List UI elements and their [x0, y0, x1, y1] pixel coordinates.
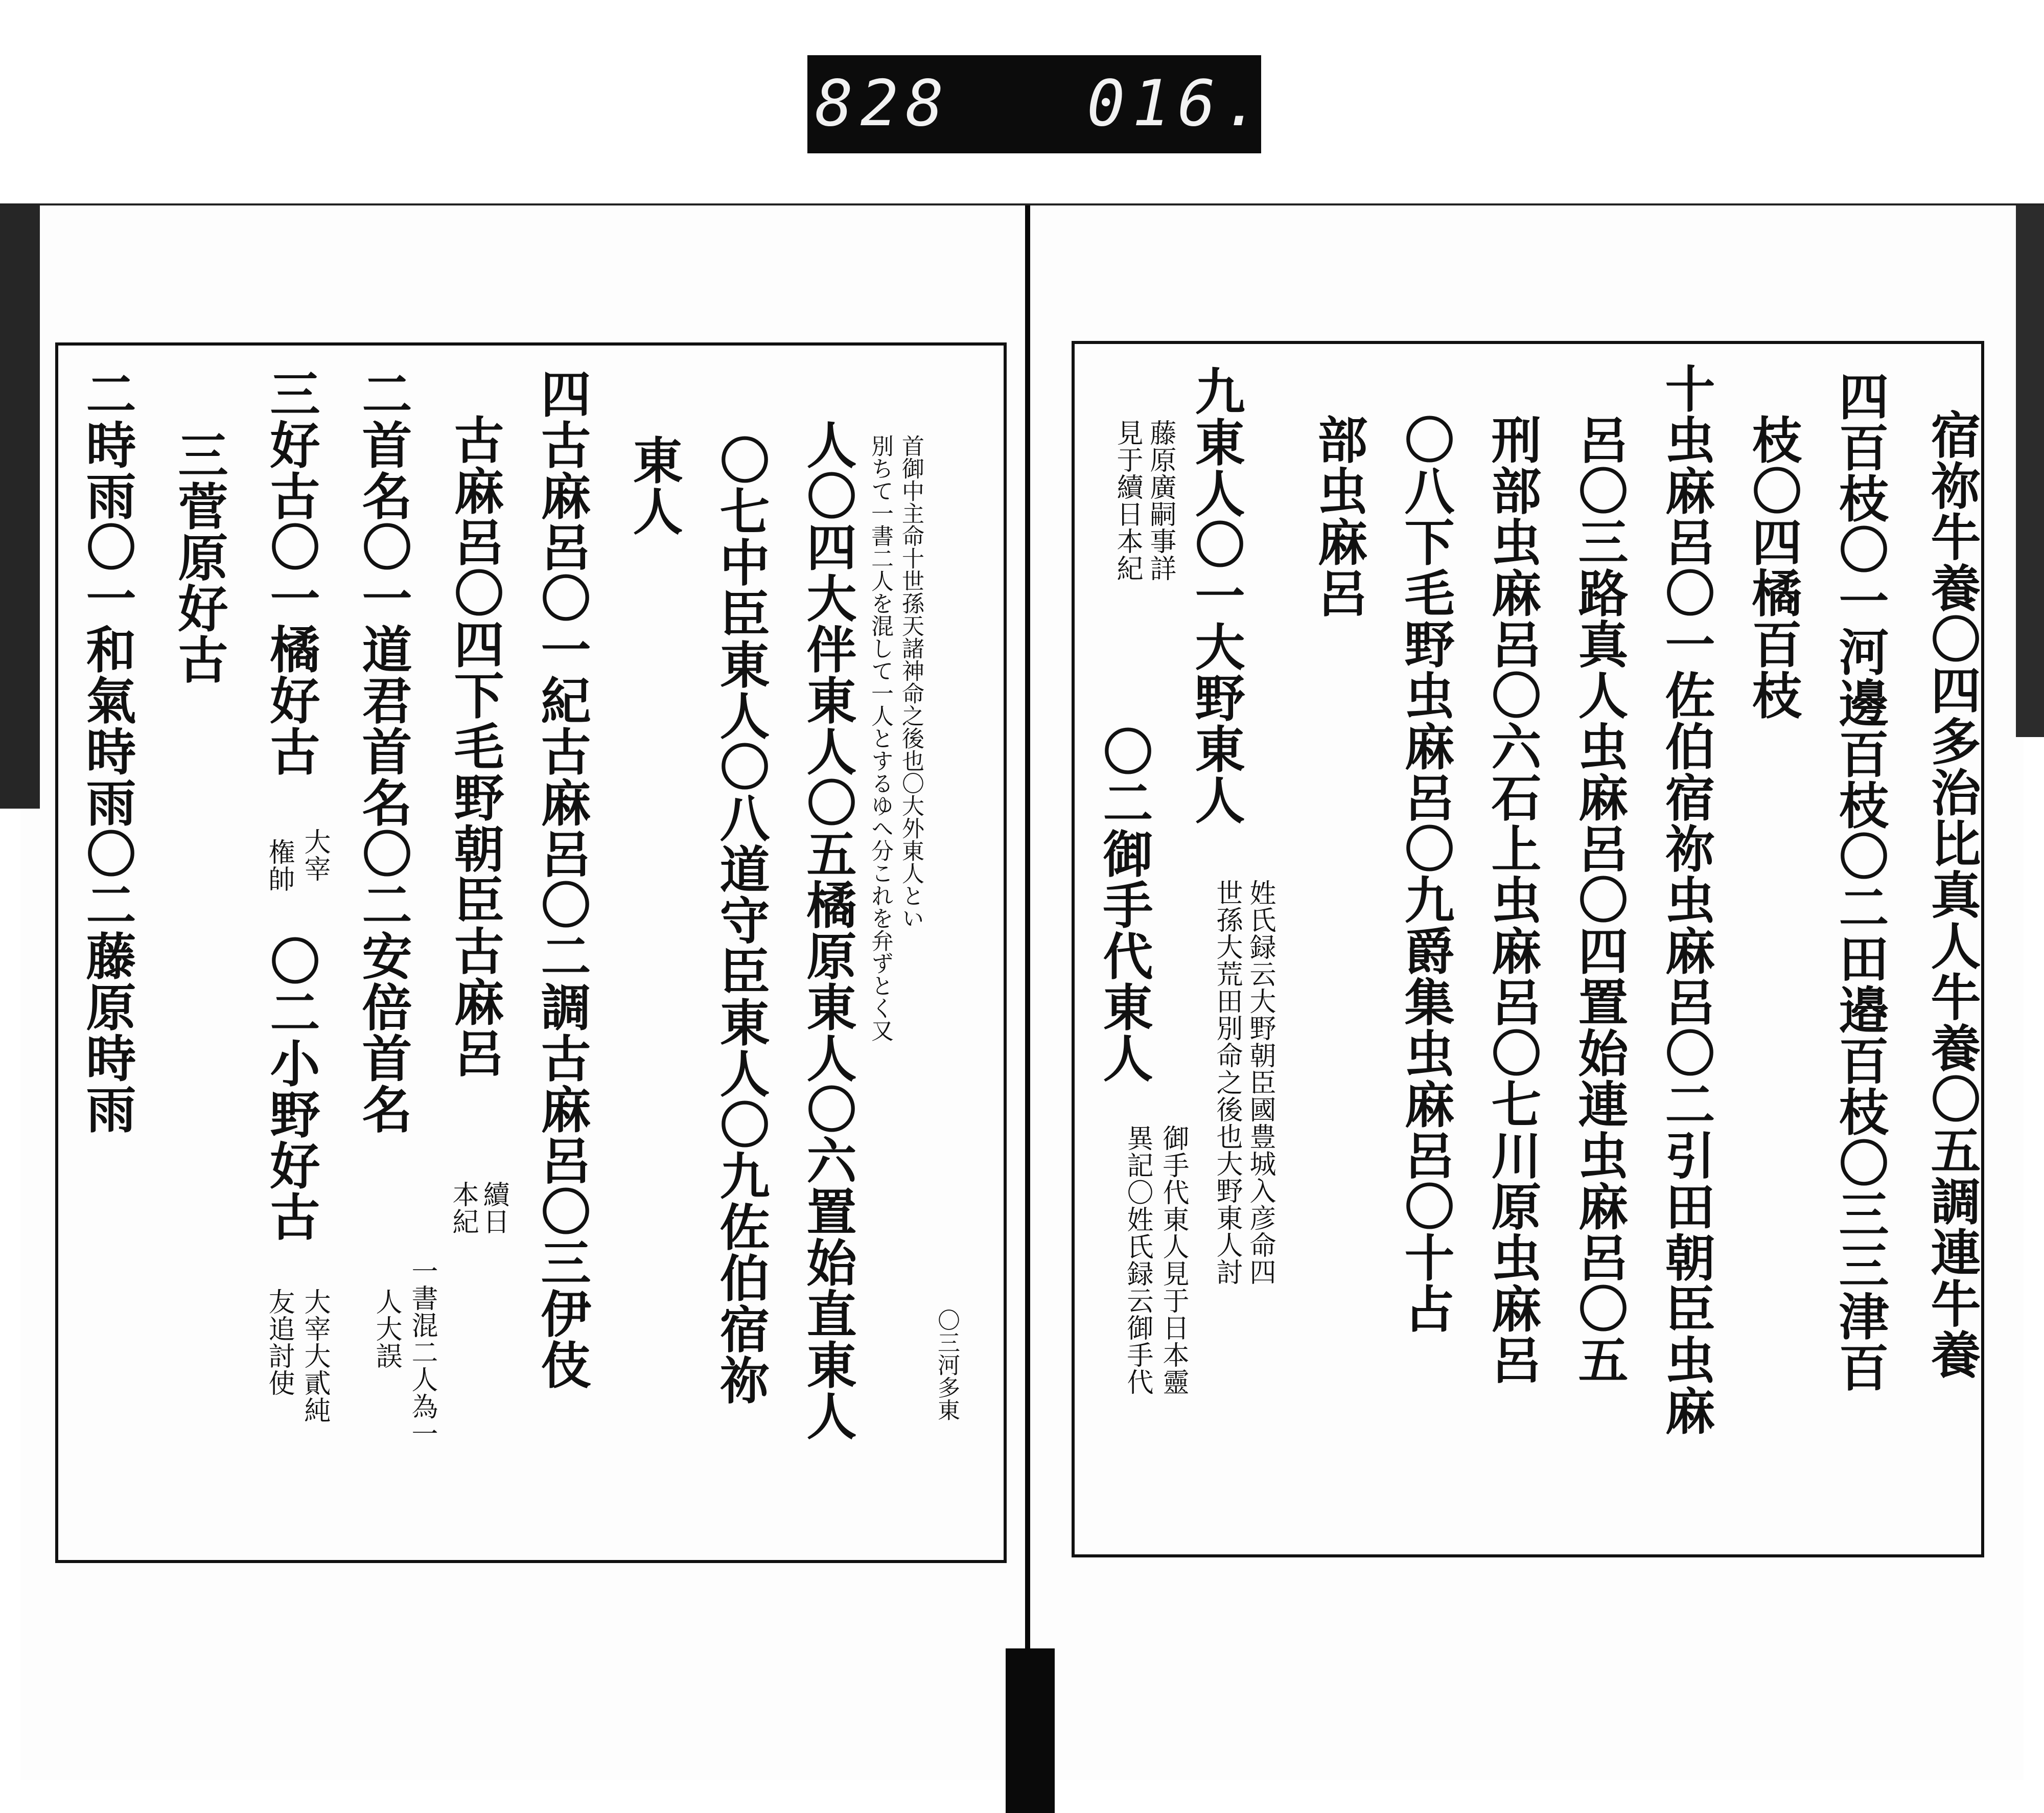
- right-col-1: 宿祢牛養〇四多治比真人牛養〇五調連牛養: [1922, 409, 1981, 1380]
- right-note-6: 異記〇姓氏録云御手代: [1122, 1124, 1153, 1395]
- right-col-8: 部虫麻呂: [1309, 414, 1368, 618]
- archive-label-text: 828 016.: [815, 67, 1268, 141]
- left-note-4: 續日: [478, 1181, 509, 1235]
- right-col-9: 九東人〇一大野東人: [1187, 365, 1245, 825]
- left-col-10: 二時雨〇一和氣時雨〇二藤原時雨: [78, 368, 136, 1135]
- right-col-5: 呂〇三路真人虫麻呂〇四置始連虫麻呂〇五: [1570, 414, 1629, 1385]
- left-col-8: 〇二小野好古: [262, 935, 320, 1242]
- right-col-3: 枝〇四橘百枝: [1744, 414, 1802, 721]
- left-page-edge: [0, 205, 40, 809]
- left-col-5: 古麻呂〇四下毛野朝臣古麻呂: [446, 414, 504, 1078]
- left-note-6: 一書混二人為一: [407, 1257, 437, 1447]
- right-col-4: 十虫麻呂〇一佐伯宿祢虫麻呂〇二引田朝臣虫麻: [1657, 363, 1715, 1436]
- right-note-1: 姓氏録云大野朝臣國豊城入彦命四: [1245, 879, 1275, 1286]
- gutter-shadow: [1006, 1648, 1055, 1813]
- center-gutter: [1025, 205, 1030, 1813]
- right-page-edge: [2016, 205, 2044, 737]
- right-note-4: 見于續日本紀: [1112, 419, 1143, 582]
- left-note-2: 首御中主命十世孫天諸神命之後也〇大外東人とい: [898, 434, 924, 929]
- left-col-7: 三好古〇一橘好古: [262, 368, 320, 777]
- right-note-3: 藤原廣嗣事詳: [1145, 419, 1176, 582]
- right-col-6: 刑部虫麻呂〇六石上虫麻呂〇七川原虫麻呂: [1483, 414, 1542, 1385]
- right-note-5: 御手代東人見于日本靈: [1158, 1124, 1189, 1395]
- left-note-8: 大宰: [299, 828, 330, 882]
- left-note-11: 友追討使: [264, 1288, 294, 1396]
- left-note-1: 〇三河多東: [934, 1309, 960, 1421]
- left-note-10: 大宰大貳純: [299, 1288, 330, 1424]
- left-col-4: 四古麻呂〇一紀古麻呂〇二調古麻呂〇三伊伎: [532, 368, 591, 1390]
- right-col-2: 四百枝〇一河邊百枝〇二田邉百枝〇三三津百: [1830, 371, 1889, 1393]
- right-col-10: 〇二御手代東人: [1095, 726, 1153, 1084]
- left-col-6: 二首名〇一道君首名〇二安倍首名: [354, 368, 412, 1135]
- left-note-3: 別ちて一書二人を混して一人とするゆへ分これを弁ずとく又: [867, 434, 893, 1042]
- left-col-9: 三菅原好古: [170, 429, 228, 685]
- left-col-1: 人〇四大伴東人〇五橘原東人〇六置始直東人: [798, 419, 857, 1441]
- left-note-7: 人大誤: [371, 1288, 402, 1369]
- left-note-9: 権帥: [264, 838, 294, 892]
- right-note-2: 世孫大荒田別命之後也大野東人討: [1212, 879, 1242, 1286]
- left-col-2: 〇七中臣東人〇八道守臣東人〇九佐伯宿祢: [711, 434, 770, 1406]
- left-col-3: 東人: [624, 434, 683, 537]
- left-note-5: 本紀: [448, 1181, 478, 1235]
- right-col-7: 〇八下毛野虫麻呂〇九爵集虫麻呂〇十占: [1396, 414, 1455, 1334]
